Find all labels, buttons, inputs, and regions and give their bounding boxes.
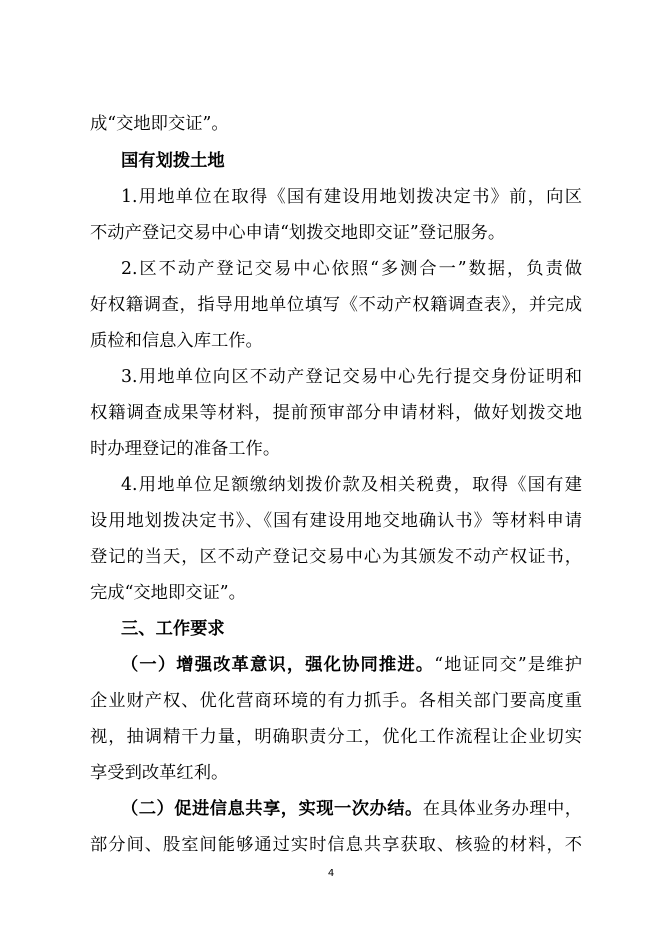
text-line: 不动产登记交易中心申请“划拨交地即交证”登记服务。: [90, 223, 506, 243]
text-line: [121, 654, 582, 676]
text-line: 登记的当天，区不动产登记交易中心为其颁发不动产权证书，: [90, 547, 582, 567]
text-line: 成“交地即交证”。: [90, 114, 229, 134]
text-line: 权籍调查成果等材料，提前预审部分申请材料，做好划拨交地: [90, 403, 582, 423]
text-line: 企业财产权、优化营商环境的有力抓手。各相关部门要高度重: [90, 691, 582, 711]
text-line: 完成“交地即交证”。: [90, 583, 246, 603]
text-line: 时办理登记的准备工作。: [90, 439, 281, 459]
text-line: 视，抽调精干力量，明确职责分工，优化工作流程让企业切实: [90, 727, 582, 747]
text-line: 质检和信息入库工作。: [90, 331, 263, 351]
paragraph-text: “地证同交”是维护: [434, 655, 582, 675]
text-line: 享受到改革红利。: [90, 763, 229, 783]
paragraph-lead: （一）增强改革意识，强化协同推进。: [121, 655, 435, 675]
text-line: 好权籍调查，指导用地单位填写《不动产权籍调查表》，并完成: [90, 295, 582, 315]
section-heading: 三、工作要求: [121, 619, 225, 639]
text-line: 3.用地单位向区不动产登记交易中心先行提交身份证明和: [121, 367, 582, 387]
text-line: 1.用地单位在取得《国有建设用地划拨决定书》前，向区: [121, 187, 582, 207]
text-line: 2.区不动产登记交易中心依照“多测合一”数据，负责做: [121, 259, 582, 279]
paragraph-lead: （二）促进信息共享，实现一次办结。: [121, 799, 423, 819]
text-line: 4.用地单位足额缴纳划拨价款及相关税费，取得《国有建: [121, 475, 582, 495]
paragraph-text: 在具体业务办理中，: [422, 799, 582, 819]
text-line: [121, 798, 582, 820]
page-number: 4: [327, 868, 335, 879]
text-line: 部分间、股室间能够通过实时信息共享获取、核验的材料，不: [90, 835, 582, 855]
text-line: 设用地划拨决定书》、《国有建设用地交地确认书》等材料申请: [90, 511, 582, 531]
section-subheading: 国有划拨土地: [121, 151, 225, 171]
